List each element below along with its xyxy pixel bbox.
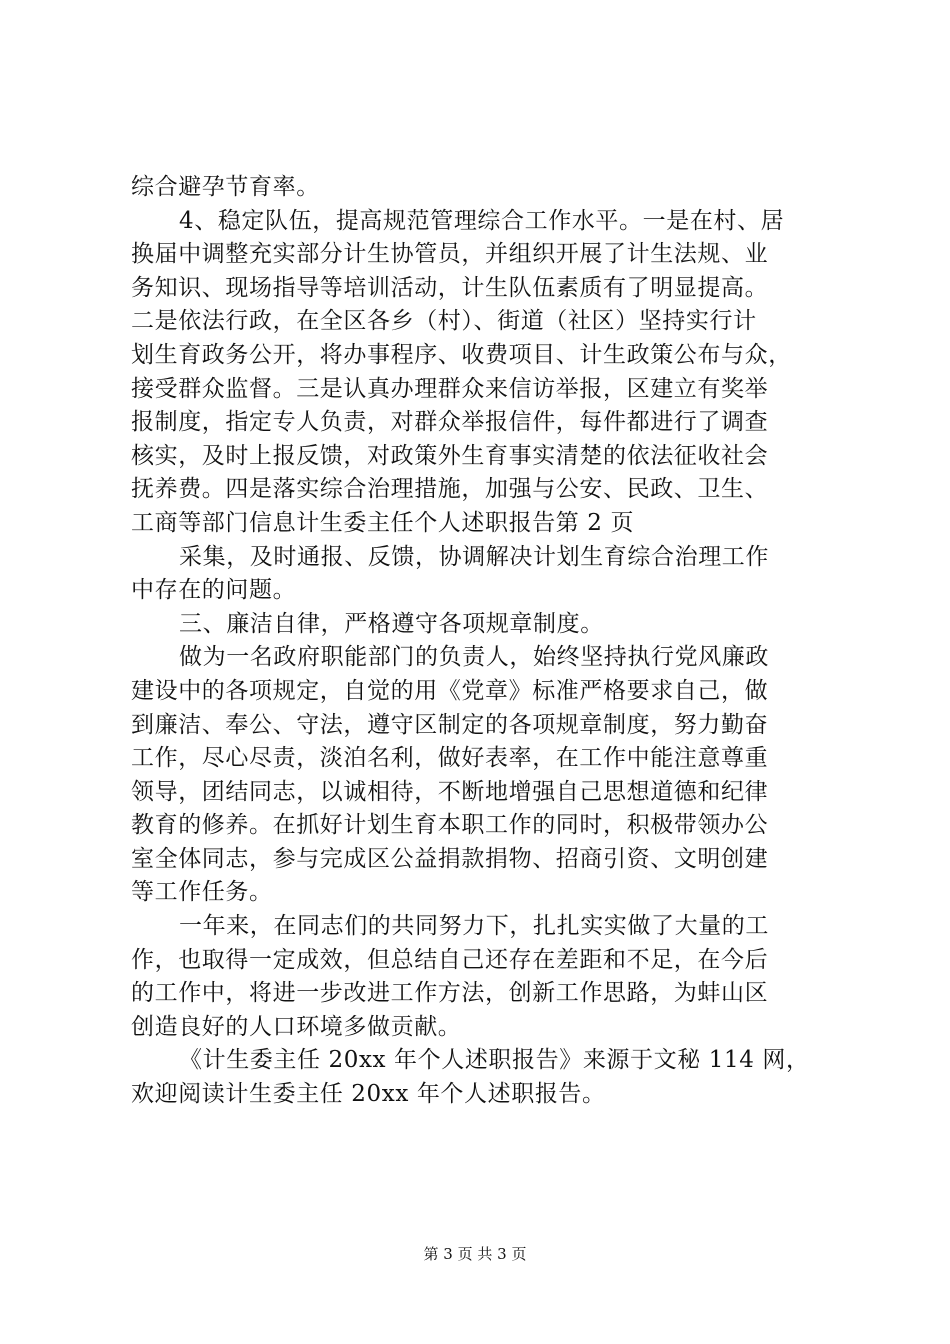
text-line: 二是依法行政，在全区各乡（村）、街道（社区）坚持实行计 <box>131 308 757 335</box>
section-heading: 三、廉洁自律，严格遵守各项规章制度。 <box>179 610 604 637</box>
text-line: 核实，及时上报反馈，对政策外生育事实清楚的依法征收社会 <box>131 442 769 469</box>
text-line: 4、稳定队伍，提高规范管理综合工作水平。一是在村、居 <box>179 207 785 234</box>
text-line: 抚养费。四是落实综合治理措施，加强与公安、民政、卫生、 <box>131 476 769 503</box>
text-line: 接受群众监督。三是认真办理群众来信访举报，区建立有奖举 <box>131 375 769 402</box>
text-line: 室全体同志，参与完成区公益捐款捐物、招商引资、文明创建 <box>131 845 769 872</box>
document-body <box>131 171 851 1112</box>
text-line: 做为一名政府职能部门的负责人，始终坚持执行党风廉政 <box>179 644 769 671</box>
text-line: 中存在的问题。 <box>131 577 297 604</box>
text-line: 务知识、现场指导等培训活动，计生队伍素质有了明显提高。 <box>131 274 769 301</box>
text-line: 综合避孕节育率。 <box>131 174 320 200</box>
text-line: 报制度，指定专人负责，对群众举报信件，每件都进行了调查 <box>131 409 769 436</box>
text-line: 的工作中，将进一步改进工作方法，创新工作思路，为蚌山区 <box>131 980 769 1007</box>
text-line: 作，也取得一定成效，但总结自己还存在差距和不足，在今后 <box>131 946 769 973</box>
page-number-label: 第 3 页 共 3 页 <box>423 1245 527 1263</box>
text-line: 等工作任务。 <box>131 879 273 906</box>
text-line: 欢迎阅读计生委主任 20xx 年个人述职报告。 <box>131 1081 606 1108</box>
text-line: 《计生委主任 20xx 年个人述职报告》来源于文秘 114 网， <box>179 1047 810 1074</box>
text-line: 到廉洁、奉公、守法，遵守区制定的各项规章制度，努力勤奋 <box>131 711 769 738</box>
text-line: 采集，及时通报、反馈，协调解决计划生育综合治理工作 <box>179 543 769 570</box>
text-line: 划生育政务公开，将办事程序、收费项目、计生政策公布与众， <box>131 341 792 368</box>
text-line: 领导，团结同志，以诚相待，不断地增强自己思想道德和纪律 <box>131 778 769 805</box>
text-line: 工作，尽心尽责，淡泊名利，做好表率，在工作中能注意尊重 <box>131 745 769 772</box>
text-line: 建设中的各项规定，自觉的用《党章》标准严格要求自己，做 <box>131 677 769 704</box>
page-footer <box>0 1244 950 1264</box>
text-line: 工商等部门信息计生委主任个人述职报告第 2 页 <box>131 509 635 536</box>
text-line: 教育的修养。在抓好计划生育本职工作的同时，积极带领办公 <box>131 812 769 839</box>
text-line: 创造良好的人口环境多做贡献。 <box>131 1013 462 1040</box>
text-line: 一年来，在同志们的共同努力下，扎扎实实做了大量的工 <box>179 913 769 940</box>
text-line: 换届中调整充实部分计生协管员，并组织开展了计生法规、业 <box>131 241 769 268</box>
